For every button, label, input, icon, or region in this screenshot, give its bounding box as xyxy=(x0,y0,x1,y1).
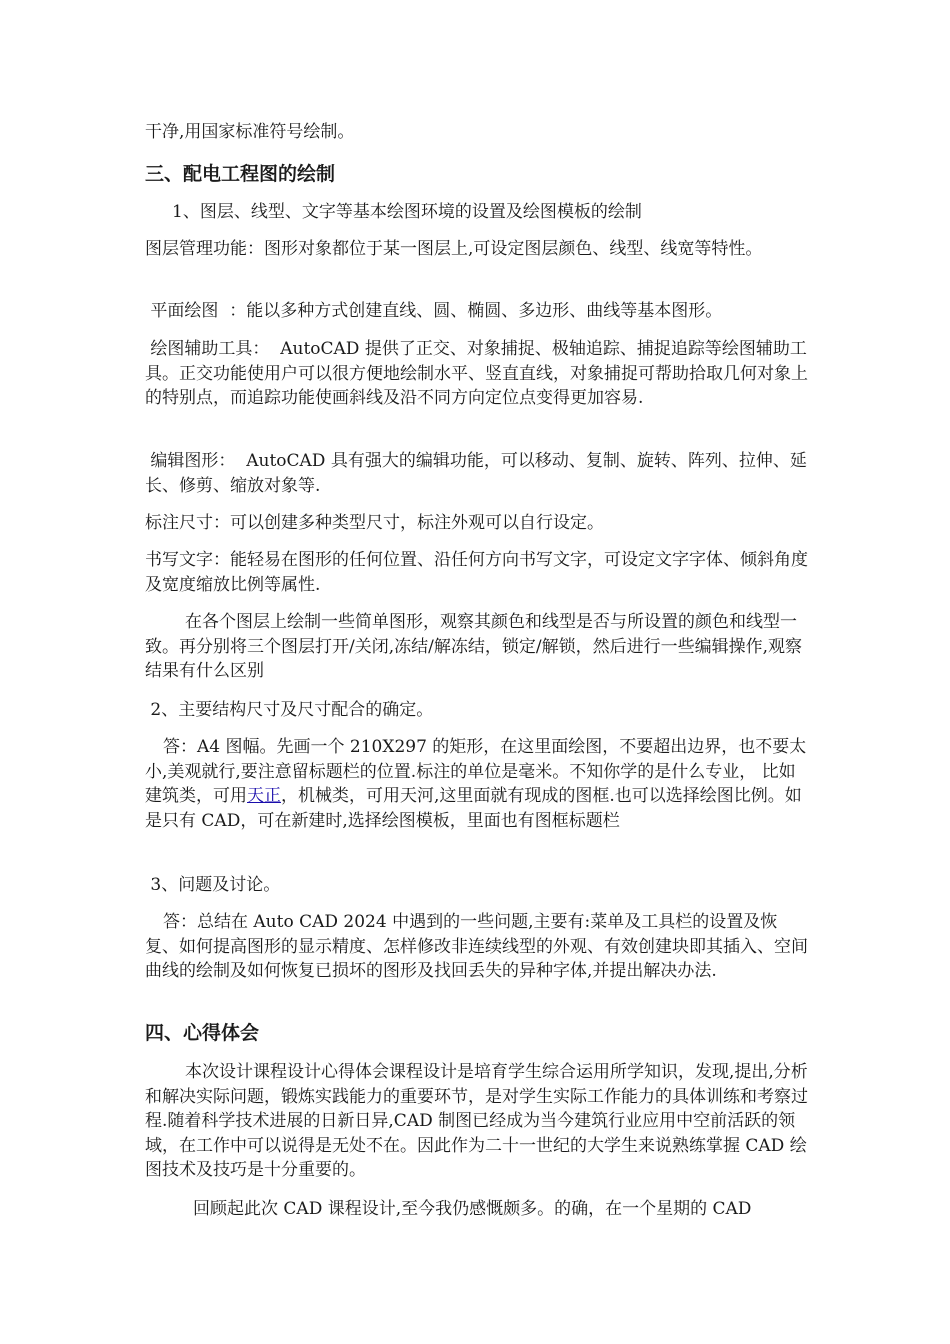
answer-2-text-a: 答：A4 图幅。先画一个 210X297 的矩形，在这里面绘图，不要超出边界，也不要太小,美观就行,要注意留标题栏的位置.标注的单位是毫米。不知你学的是什么专业， 比如建筑类，可用 xyxy=(145,737,807,806)
paragraph-editing: 编辑图形： AutoCAD 具有强大的编辑功能，可以移动、复制、旋转、阵列、拉伸、延长、修剪、缩放对象等. xyxy=(145,451,807,496)
paragraph-text-writing: 书写文字：能轻易在图形的任何位置、沿任何方向书写文字，可设定文字字体、倾斜角度及宽度缩放比例等属性. xyxy=(145,550,808,595)
section-heading-4: 四、心得体会 xyxy=(145,1022,260,1044)
paragraph-review: 回顾起此次 CAD 课程设计,至今我仍感慨颇多。的确，在一个星期的 CAD xyxy=(193,1199,752,1219)
paragraph-plane-drawing: 平面绘图 ：能以多种方式创建直线、圆、椭圆、多边形、曲线等基本图形。 xyxy=(145,301,723,321)
answer-2-text-b: ，机械类，可用天河,这里面就有现成的图框.也可以选择绘图比例。如是只有 CAD，可在新建时,选择绘图模板，里面也有图框标题栏 xyxy=(145,786,802,831)
list-item-3: 3、问题及讨论。 xyxy=(145,875,281,895)
answer-2 xyxy=(145,735,810,833)
section-heading-3: 三、配电工程图的绘制 xyxy=(145,163,336,185)
paragraph-layer-management: 图层管理功能：图形对象都位于某一图层上,可设定图层颜色、线型、线宽等特性。 xyxy=(145,239,763,259)
tianzheng-link[interactable]: 天正 xyxy=(247,786,281,806)
answer-3: 答：总结在 Auto CAD 2024 中遇到的一些问题,主要有:菜单及工具栏的设置及恢复、如何提高图形的显示精度、怎样修改非连续线型的外观、有效创建块即其插入、空间曲线的绘制及如何恢复已损坏的图形及找回丢失的异种字体,并提出解决办法. xyxy=(145,912,808,981)
paragraph-drawing-aids: 绘图辅助工具： AutoCAD 提供了正交、对象捕捉、极轴追踪、捕捉追踪等绘图辅助工具。正交功能使用户可以很方便地绘制水平、竖直直线，对象捕捉可帮助拾取几何对象上的特别点，而追踪功能使画斜线及沿不同方向定位点变得更加容易. xyxy=(145,339,808,408)
list-item-1: 1、图层、线型、文字等基本绘图环境的设置及绘图模板的绘制 xyxy=(172,202,642,222)
paragraph-experience: 本次设计课程设计心得体会课程设计是培育学生综合运用所学知识，发现,提出,分析和解决实际问题，锻炼实践能力的重要环节，是对学生实际工作能力的具体训练和考察过程.随着科学技术进展的日新日异,CAD 制图已经成为当今建筑行业应用中空前活跃的领域，在工作中可以说得是无处不在。因此作为二十一世纪的大学生来说熟练掌握 CAD 绘图技术及技巧是十分重要的。 xyxy=(145,1062,808,1180)
list-item-2: 2、主要结构尺寸及尺寸配合的确定。 xyxy=(145,700,434,720)
paragraph-dimensioning: 标注尺寸：可以创建多种类型尺寸，标注外观可以自行设定。 xyxy=(145,513,604,533)
paragraph-continuation: 干净,用国家标准符号绘制。 xyxy=(145,122,355,142)
paragraph-layer-operations: 在各个图层上绘制一些简单图形，观察其颜色和线型是否与所设置的颜色和线型一致。再分别将三个图层打开/关闭,冻结/解冻结，锁定/解锁，然后进行一些编辑操作,观察结果有什么区别 xyxy=(145,612,802,681)
